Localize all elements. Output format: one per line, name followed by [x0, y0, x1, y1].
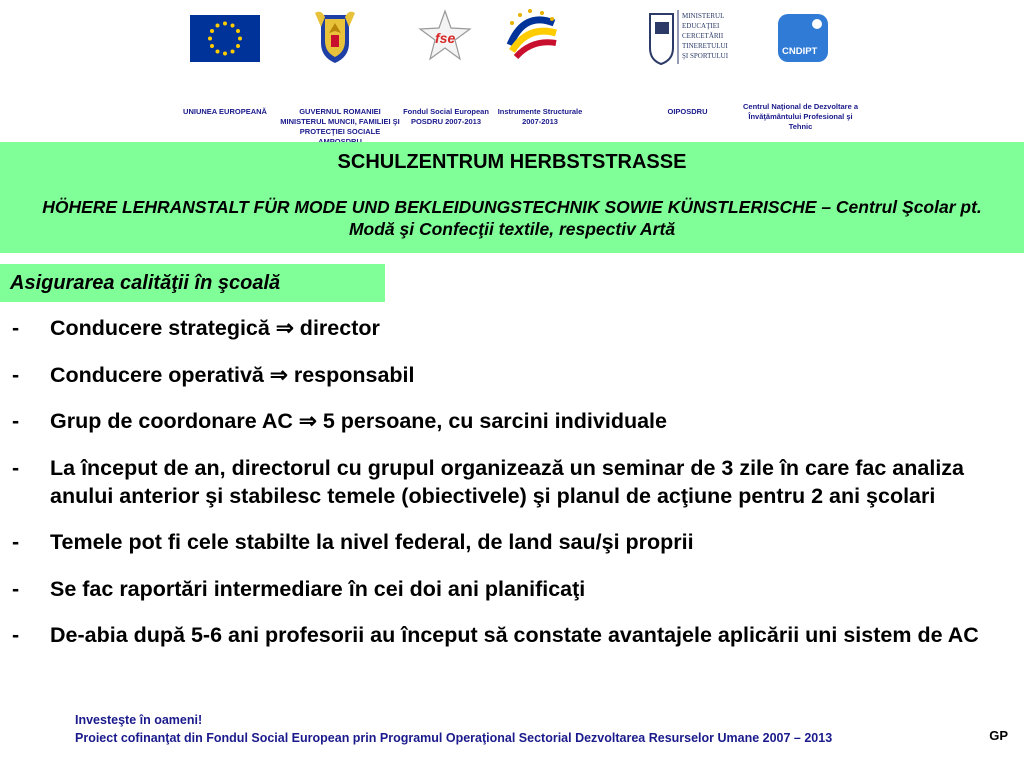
- logo-caption-fse: Fondul Social European POSDRU 2007-2013: [403, 107, 489, 126]
- fse-logo-text: fse: [435, 30, 456, 46]
- bullet-text: Conducere strategică ⇒ director: [50, 316, 380, 340]
- list-item: [12, 575, 1002, 603]
- eu-star: [223, 22, 227, 26]
- svg-text:EDUCAŢIEI: EDUCAŢIEI: [682, 22, 720, 30]
- ministerul-educatiei-icon: [645, 8, 740, 66]
- bullet-text: Se fac raportări intermediare în cei doi ani planificaţi: [50, 576, 586, 601]
- cndipt-logo-text: CNDIPT: [782, 46, 818, 57]
- bullet-dash: -: [12, 316, 20, 340]
- school-title: SCHULZENTRUM HERBSTSTRASSE: [337, 151, 687, 173]
- footer: [75, 711, 832, 747]
- instrumente-structurale-icon: [500, 5, 562, 67]
- list-item: [12, 361, 1002, 389]
- bullet-dash: -: [12, 362, 20, 387]
- eu-star: [236, 29, 240, 33]
- list-item: [12, 407, 1002, 435]
- bullet-text: De-abia după 5-6 ani profesorii au început să constate avantajele aplicării uni sistem de AC: [50, 623, 979, 647]
- eu-star: [208, 37, 212, 41]
- svg-text:TINERETULUI: TINERETULUI: [682, 42, 728, 50]
- cndipt-icon: [778, 14, 828, 62]
- svg-text:MINISTERUL: MINISTERUL: [682, 12, 725, 20]
- logo-caption-guvernul: GUVERNUL ROMANIEI MINISTERUL MUNCII, FAMILIEI ŞI PROTECŢIEI SOCIALE: [280, 107, 400, 136]
- footer-project-note: Proiect cofinanţat din Fondul Social European prin Programul Operaţional Sectorial Dezvoltarea Resurselor Umane 2007 – 2013: [75, 731, 833, 745]
- school-banner: [0, 142, 1024, 253]
- list-item: [12, 454, 1002, 510]
- romania-coat-of-arms-icon: [313, 9, 357, 65]
- list-item: [12, 621, 1002, 649]
- bullet-text: Grup de coordonare AC ⇒ 5 persoane, cu sarcini individuale: [50, 409, 667, 433]
- bullet-text: Conducere operativă ⇒ responsabil: [50, 362, 415, 387]
- bullet-dash: -: [12, 409, 20, 433]
- list-item: [12, 528, 1002, 556]
- eu-flag-icon: [190, 15, 260, 62]
- eu-star: [231, 49, 235, 53]
- eu-star: [236, 44, 240, 48]
- eu-star: [216, 49, 220, 53]
- bullet-dash: -: [12, 623, 20, 647]
- footer-tag: GP: [989, 728, 1008, 743]
- bullet-list: [12, 314, 1002, 668]
- logo-caption-cndipt: Centrul Naţional de Dezvoltare a Învăţământului Profesional şi Tehnic: [742, 102, 859, 131]
- footer-slogan: Investeşte în oameni!: [75, 713, 203, 727]
- bullet-dash: -: [12, 530, 20, 554]
- logo-caption-instrumente: Instrumente Structurale 2007-2013: [497, 107, 583, 126]
- logo-caption-oiposdru: OIPOSDRU: [667, 107, 708, 116]
- bullet-dash: -: [12, 576, 20, 601]
- section-title: Asigurarea calităţii în şcoală: [10, 272, 281, 294]
- bullet-text: La început de an, directorul cu grupul organizează un seminar de 3 zile în care fac analiza anului anterior şi stabilesc temele (obiectivele) şi planul de acţiune pentru 2 ani şcolari: [50, 455, 965, 508]
- svg-text:CERCETĂRII: CERCETĂRII: [682, 32, 724, 40]
- bullet-text: Temele pot fi cele stabilte la nivel federal, de land sau/şi proprii: [50, 530, 694, 554]
- section-title-box: [0, 264, 385, 302]
- school-subtitle: HÖHERE LEHRANSTALT FÜR MODE UND BEKLEIDUNGSTECHNIK SOWIE KÜNSTLERISCHE – Centrul Şcolar pt. Modă şi Confecţii textile, respectiv Artă: [42, 197, 982, 239]
- fse-star-icon: [418, 8, 473, 63]
- eu-star: [216, 24, 220, 28]
- eu-star: [210, 29, 214, 33]
- list-item: [12, 314, 1002, 342]
- logo-caption-eu: UNIUNEA EUROPEANĂ: [183, 107, 267, 116]
- eu-star: [231, 24, 235, 28]
- eu-star: [223, 52, 227, 56]
- bullet-dash: -: [12, 455, 20, 480]
- svg-text:ŞI SPORTULUI: ŞI SPORTULUI: [682, 52, 729, 60]
- eu-star: [210, 44, 214, 48]
- eu-star: [238, 37, 242, 41]
